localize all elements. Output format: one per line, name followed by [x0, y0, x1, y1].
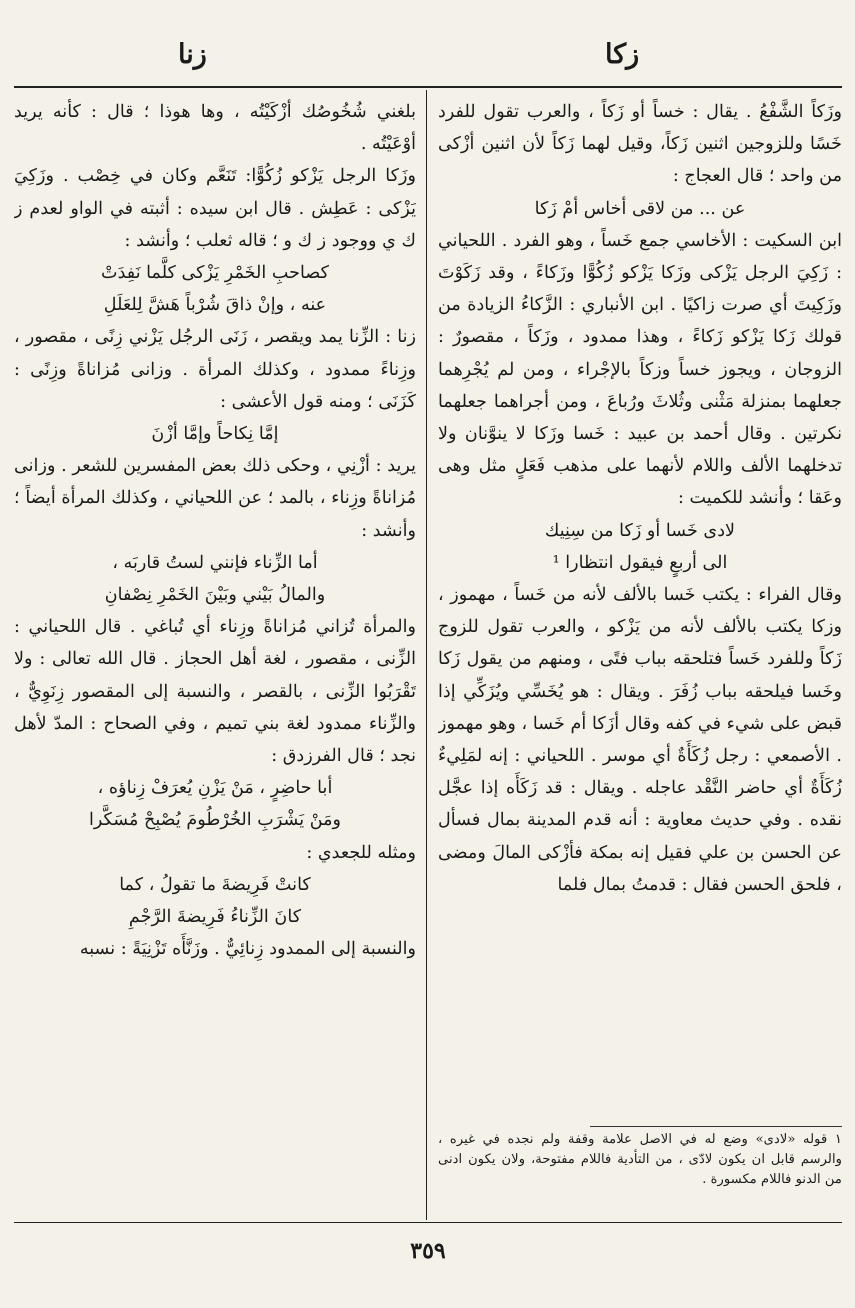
right-column-headword: زكا — [605, 39, 640, 70]
paragraph: يريد : أزْنِي ، وحكى ذلك بعض المفسرين للشعر . وزانى مُزاناةً وزِناء ، بالمد ؛ عن اللحياني ، وكذلك المرأة أيضاً ؛ وأنشد : — [14, 456, 416, 541]
verse-line: أبا حاضِرٍ ، مَنْ يَزْنِ يُعرَفْ زِناؤه ، — [97, 778, 333, 799]
paragraph: ومثله للجعدي : — [306, 842, 416, 863]
verse-line: عن ... من لاقى أخاس أمْ زَكا — [534, 198, 746, 219]
paragraph: وزَكا الرجل يَزْكو زُكُوًّا: تَنَعَّم وكان في خِصْب . وزَكِيَ يَزْكى : عَطِش . قال ابن سيده : أثبته في الواو لعدم ز ك ي ووجود ز ك و ؛ قاله ثعلب ؛ وأنشد : — [14, 166, 416, 251]
bottom-rule — [14, 1222, 842, 1223]
paragraph: وزَكاً الشَّفْعُ . يقال : خساً أو زَكاً ، والعرب تقول للفرد خَسًا وللزوجين اثنين زَكاً، وقيل لهما زَكاً لأن اثنين أزْكى من واحد ؛ قال العجاج : — [438, 102, 842, 187]
verse-line: عنه ، وإنْ ذاقَ شُرْباً هَشَّ لِلعَلَلِ — [103, 295, 327, 316]
page-number: ٣٥٩ — [410, 1238, 446, 1264]
verse-line: كصاحبِ الخَمْرِ يَزْكى كلَّما نَفِدَتْ — [101, 263, 329, 284]
column-divider — [426, 90, 427, 1220]
verse-line: كانَ الزِّناءُ فَرِيضةَ الرَّجْمِ — [128, 907, 302, 928]
left-column-text — [14, 96, 416, 1206]
paragraph: زنا : الزِّنا يمد ويقصر ، زَنَى الرجُل يَزْني زِنًى ، مقصور ، وزِناءً ممدود ، وكذلك المرأة . وزانى مُزاناةً وزِنًى : كَزَنَى ؛ ومنه قول الأعشى : — [14, 327, 416, 412]
verse-line: إمَّا نِكاحاً وإمَّا أزْنَ — [151, 424, 279, 445]
paragraph: ابن السكيت : الأخاسي جمع خَساً ، وهو الفرد . اللحياني : زَكِيَ الرجل يَزْكى وزَكا يَزْكو زُكُوًّا وزَكاءً ، وقد زَكَوْتَ وزَكِيتَ أي صرت زاكيًا . ابن الأنباري : الزَّكاءُ الزيادة من قولك زَكا يَزْكو زَكاءً ، وهذا ممدود ، وزَكاً ، مقصورٌ : الزوجان ، ويجوز خساً وزكاً بالإجْراء ، ومن لم يُجْرِهما جعلهما بمنزلة مَثْنى وثُلاثَ ورُباعَ ، ومن أجراهما جعلهما نكرتين . وقال أحمد بن عبيد : خَسا وزَكا لا ينوَّنان ولا تدخلهما الألف واللام لأنهما على مذهب فَعَلٍ مثل وهى وعَقا ؛ وأنشد للكميت : — [438, 230, 842, 509]
right-column-text — [438, 96, 842, 1126]
verse-line: أما الزِّناء فإنني لستُ قاربَه ، — [112, 552, 318, 573]
verse-line: ومَنْ يَشْرَبِ الخُرْطُومَ يُصْبِحْ مُسَكَّرا — [88, 810, 342, 831]
paragraph: والنسبة إلى الممدود زِنائِيٌّ . وزَنَّأَه تَزْنِيَةً : نسبه — [79, 939, 416, 960]
top-rule — [14, 86, 842, 88]
left-column-headword: زنا — [178, 39, 207, 70]
paragraph: وقال الفراء : يكتب خَسا بالألف لأنه من خَساً ، مهموز ، وزكا يكتب بالألف لأنه من يَزْكو ، والعرب تقول للزوج زَكاً وللفرد خَساً فتلحقه بباب فتًى ، ومنهم من يقول زَكا وخَسا فيلحقه بباب زُفَرَ . ويقال : هو يُخَسِّي ويُزَكِّي إذا قبض على شيء في كفه وقال أزَكا أم خَسا ، وهو مهموز . الأصمعي : رجل زُكَأَةٌ أي موسر . اللحياني : إنه لمَلِيءٌ زُكَأَةٌ أي حاضر النَّقْد عاجله . ويقال : قد زَكَأَه إذا عجَّل نقده . وفي حديث معاوية : أنه قدم المدينة بمال فسأل عن الحسن بن علي فقيل إنه بمكة فأزْكى المالَ ومضى ، فلحق الحسن فقال : قدمتُ بمال فلما — [438, 585, 842, 895]
footnote-divider — [590, 1126, 842, 1127]
verse-line: لادى خَسا أو زَكا من سِنِيك — [544, 520, 736, 541]
paragraph: بلغني شُخُوصُك أزْكَيْتُه ، وها هوذا ؛ قال : كأنه يريد أوْعَيْتُه . — [14, 102, 416, 155]
footnote: ١ قوله «لادى» وضع له في الاصل علامة وقفة ولم نجده في غيره ، والرسم قابل ان يكون لادّى ، من التأدية فاللام مفتوحة، ولان يكون ادنى من الدنو فاللام مكسورة . — [438, 1132, 842, 1187]
verse-line: الى أربعٍ فيقول انتظارا ¹ — [552, 552, 728, 573]
paragraph: والمرأة تُزاني مُزاناةً وزِناء أي تُباغي . قال اللحياني : الزِّنى ، مقصور ، لغة أهل الحجاز . قال الله تعالى : ولا تَقْرَبُوا الزِّنى ، بالقصر ، والنسبة إلى المقصور زِنَوِيٌّ ، والزِّناء ممدود لغة بني تميم ، وفي الصحاح : المدّ لأهل نجد ؛ قال الفرزدق : — [14, 617, 416, 767]
verse-line: كانتْ فَرِيضةَ ما تقولُ ، كما — [119, 874, 311, 895]
verse-line: والمالُ بَيْني وبَيْنَ الخَمْرِ نِصْفانِ — [104, 585, 326, 606]
